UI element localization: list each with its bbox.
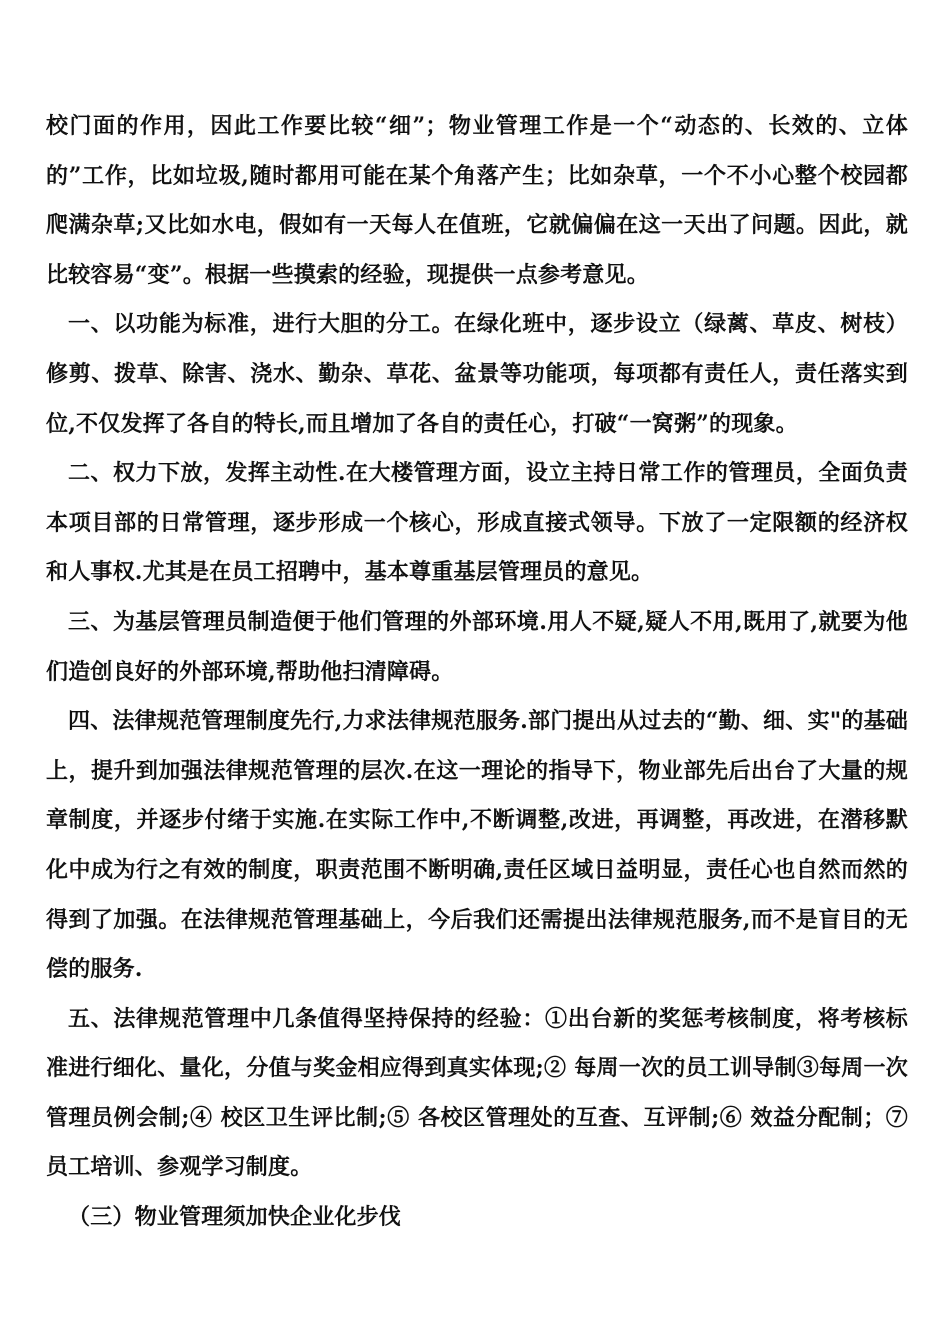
paragraph-item-3: 三、为基层管理员制造便于他们管理的外部环境.用人不疑,疑人不用,既用了,就要为他们造创良好的外部环境,帮助他扫清障碍。 [46, 608, 908, 685]
document-page [46, 102, 908, 1243]
paragraph-intro: 校门面的作用，因此工作要比较“细”；物业管理工作是一个“动态的、长效的、立体的”工作，比如垃圾,随时都用可能在某个角落产生；比如杂草，一个不小心整个校园都爬满杂草;又比如水电，假如有一天每人在值班，它就偏偏在这一天出了问题。因此，就比较容易“变”。根据一些摸索的经验，现提供一点参考意见。 [46, 113, 908, 288]
paragraph-item-5: 五、法律规范管理中几条值得坚持保持的经验：①出台新的奖惩考核制度，将考核标准进行细化、量化，分值与奖金相应得到真实体现;② 每周一次的员工训导制③每周一次管理员例会制;④ 校区卫生评比制;⑤ 各校区管理处的互查、互评制;⑥ 效益分配制；⑦员工培训、参观学习制度。 [46, 1005, 908, 1181]
paragraph-item-2: 二、权力下放，发挥主动性.在大楼管理方面，设立主持日常工作的管理员，全面负责本项目部的日常管理，逐步形成一个核心，形成直接式领导。下放了一定限额的经济权和人事权.尤其是在员工招聘中，基本尊重基层管理员的意见。 [46, 460, 908, 586]
section-heading: （三）物业管理须加快企业化步伐 [68, 1204, 402, 1231]
paragraph-item-1: 一、以功能为标准，进行大胆的分工。在绿化班中，逐步设立（绿蓠、草皮、树枝）修剪、拨草、除害、浇水、勤杂、草花、盆景等功能项，每项都有责任人，责任落实到位,不仅发挥了各自的特长,而且增加了各自的责任心，打破“一窝粥”的现象。 [46, 311, 908, 437]
paragraph-item-4: 四、法律规范管理制度先行,力求法律规范服务.部门提出从过去的“勤、细、实"的基础上，提升到加强法律规范管理的层次.在这一理论的指导下，物业部先后出台了大量的规章制度，并逐步付绪于实施.在实际工作中,不断调整,改进，再调整，再改进，在潜移默化中成为行之有效的制度，职责范围不断明确,责任区域日益明显，责任心也自然而然的得到了加强。在法律规范管理基础上，今后我们还需提出法律规范服务,而不是盲目的无偿的服务. [46, 708, 908, 983]
